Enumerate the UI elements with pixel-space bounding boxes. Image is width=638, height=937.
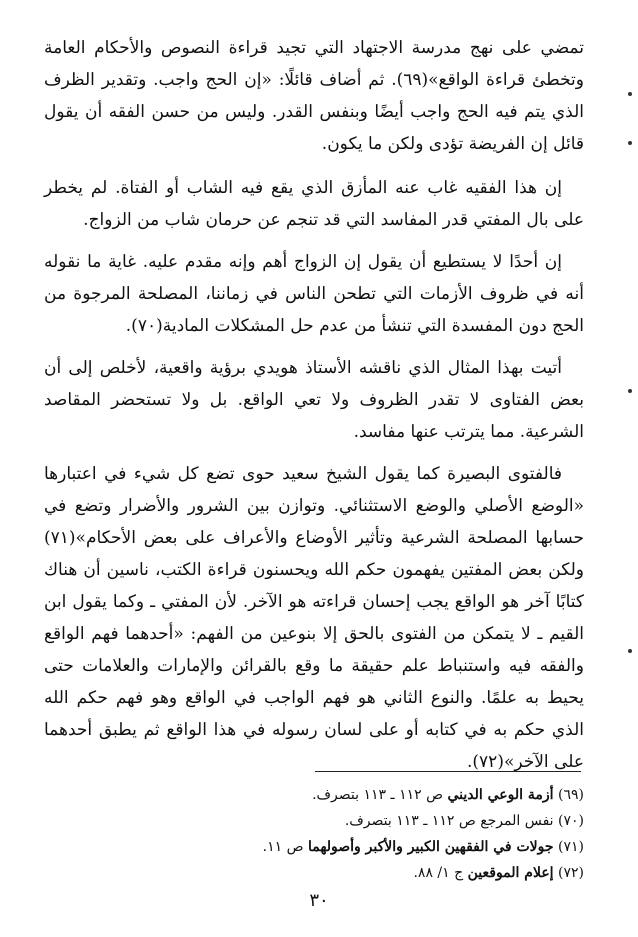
footnote-title: جولات في الفقهين الكبير والأكبر وأصولهما	[307, 839, 554, 855]
footnote-number: (٧٠)	[558, 813, 584, 829]
paragraph-4: أتيت بهذا المثال الذي ناقشه الأستاذ هويدي برؤية واقعية، لأخلص إلى أن بعض الفتاوى لا تقدر الظروف ولا تعي الواقع. بل ولا تستحضر المقاصد الشرعية. مما يترتب عنها مفاسد.	[44, 358, 584, 442]
footnote-title: أزمة الوعي الديني	[447, 787, 554, 803]
footnote-rest: ص ١١٢ ـ ١١٣ بتصرف.	[312, 787, 448, 803]
footnote-number: (٧٢)	[558, 865, 584, 881]
page-number: ٣٠	[309, 890, 329, 911]
paragraph-5: فالفتوى البصيرة كما يقول الشيخ سعيد حوى تضع كل شيء في اعتبارها «الوضع الأصلي والوضع الاستثنائي. وتوازن بين الشرور والأضرار وتضع في حسابها المصلحة الشرعية وتأثير الأوضاع والأعراف على بعض الأحكام»(٧١) ولكن بعض المفتين يفهمون حكم الله ويحسنون قراءة الكتب، ناسين أن هناك كتابًا آخر هو الواقع يجب إحسان قراءته هو الآخر. لأن المفتي ـ وكما يقول ابن القيم ـ لا يتمكن من الفتوى بالحق إلا بنوعين من الفهم: «أحدهما فهم الواقع والفقه فيه واستنباط علم حقيقة ما وقع بالقرائن والإمارات والعلامات حتى يحيط به علمًا. والنوع الثاني هو فهم الواجب في الواقع وهو فهم حكم الله الذي حكم به في كتابه أو على لسان رسوله في هذا الواقع ثم يطبق أحدهما على الآخر»(٧٢).	[44, 464, 584, 772]
footnote-number: (٦٩)	[558, 787, 584, 803]
footnote-rest: نفس المرجع ص ١١٢ ـ ١١٣ بتصرف.	[344, 813, 554, 829]
footnote-title: إعلام الموقعين	[467, 865, 554, 881]
margin-speck	[628, 92, 632, 96]
footnote-rest: ص ١١.	[262, 839, 308, 855]
paragraph-1: تمضي على نهج مدرسة الاجتهاد التي تجيد قراءة النصوص والأحكام العامة وتخطئ قراءة الواقع»(٦٩). ثم أضاف قائلًا: «إن الحج واجب. وتقدير الظرف الذي يتم فيه الحج واجب أيضًا وبنفس القدر. وليس من حسن الفقه أن يقول قائل إن الفريضة تؤدى ولكن ما يكون.	[44, 38, 584, 154]
main-text	[44, 32, 584, 788]
footnote-rest: ج ١/ ٨٨.	[413, 865, 468, 881]
footnote-number: (٧١)	[558, 839, 584, 855]
footnote-72	[60, 862, 584, 885]
footnote-divider	[315, 771, 581, 772]
paragraph-3: إن أحدًا لا يستطيع أن يقول إن الزواج أهم وإنه مقدم عليه. غاية ما نقوله أنه في ظروف الأزمات التي تطحن الناس في زماننا، المصلحة المرجوة من الحج دون المفسدة التي تنشأ من عدم حل المشكلات المادية(٧٠).	[44, 252, 584, 336]
footnote-71	[60, 836, 584, 859]
margin-speck	[628, 389, 632, 393]
footnote-69	[60, 784, 584, 807]
footnotes	[60, 784, 584, 888]
footnote-70	[60, 810, 584, 833]
margin-speck	[628, 141, 632, 145]
paragraph-2: إن هذا الفقيه غاب عنه المأزق الذي يقع فيه الشاب أو الفتاة. لم يخطر على بال المفتي قدر المفاسد التي قد تنجم عن حرمان شاب من الزواج.	[44, 178, 584, 230]
margin-speck	[628, 649, 632, 653]
